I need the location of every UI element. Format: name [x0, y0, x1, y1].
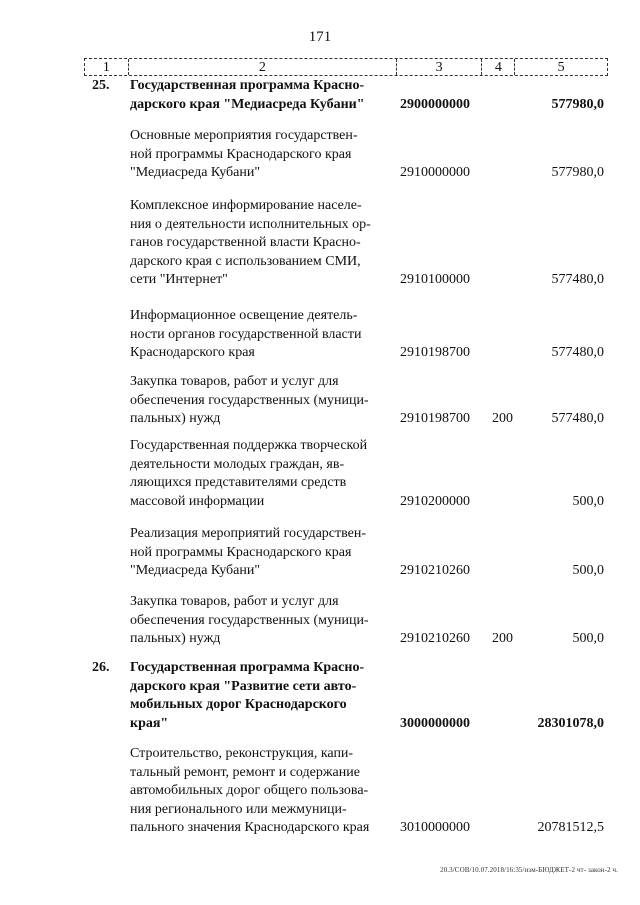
description-line: дарского края с использованием СМИ, — [130, 253, 361, 269]
footer-document-stamp: 20.3/COB/10.07.2018/16:35/изм-БЮДЖЕТ-2 чт- закон-2 ч. — [440, 866, 618, 874]
column-header-2: 2 — [129, 59, 397, 75]
description-line: ния о деятельности исполнительных ор- — [130, 216, 371, 232]
table-row — [84, 659, 608, 733]
description-line: автомобильных дорог общего пользова- — [130, 783, 369, 798]
description-line: мобильных дорог Краснодарского — [130, 697, 347, 712]
table-row — [84, 197, 608, 290]
description-line: обеспечения государственных (муници- — [130, 612, 369, 628]
description-line: пального значения Краснодарского края — [130, 820, 370, 835]
description-line: Государственная программа Красно- — [130, 660, 365, 675]
table-row — [84, 745, 608, 838]
description-line: Закупка товаров, работ и услуг для — [130, 594, 339, 609]
description-line: массовой информации — [130, 493, 265, 509]
amount: 577480,0 — [551, 411, 604, 426]
column-header-1: 1 — [85, 59, 129, 75]
expense-type-code: 200 — [492, 411, 513, 426]
table-row — [84, 307, 608, 363]
description-line: Краснодарского края — [130, 345, 255, 360]
row-description — [130, 127, 392, 183]
target-article-code: 2910000000 — [400, 165, 470, 180]
table-row — [84, 593, 608, 649]
target-article-code: 3010000000 — [400, 820, 470, 835]
row-description — [130, 307, 392, 363]
description-line: Комплексное информирование населе- — [130, 198, 362, 213]
amount: 577980,0 — [551, 165, 604, 180]
description-line: обеспечения государственных (муници- — [130, 392, 369, 408]
description-line: Строительство, реконструкция, капи- — [130, 746, 354, 761]
page-number: 171 — [308, 29, 332, 45]
table-row — [84, 525, 608, 581]
table-row — [84, 373, 608, 429]
description-line: ния регионального или межмуници- — [130, 801, 347, 817]
description-line: края" — [130, 715, 169, 731]
target-article-code: 2910198700 — [400, 345, 470, 360]
description-line: Государственная поддержка творческой — [130, 438, 368, 453]
amount: 577480,0 — [551, 345, 604, 360]
amount: 577480,0 — [551, 272, 604, 287]
row-description — [130, 745, 392, 838]
description-line: дарского края "Развитие сети авто- — [130, 678, 357, 694]
description-line: "Медиасреда Кубани" — [130, 165, 261, 180]
table-row — [84, 127, 608, 183]
description-line: Информационное освещение деятель- — [130, 308, 358, 323]
description-line: дарского края "Медиасреда Кубани" — [130, 96, 365, 112]
column-header-row — [84, 58, 608, 76]
column-header-5: 5 — [557, 60, 565, 75]
description-line: сети "Интернет" — [130, 272, 228, 287]
row-description — [130, 593, 392, 649]
amount: 28301078,0 — [537, 715, 604, 731]
target-article-code: 2910200000 — [400, 493, 470, 509]
row-number: 26. — [92, 660, 110, 675]
row-description — [130, 525, 392, 581]
row-description — [130, 77, 392, 114]
row-description — [130, 373, 392, 429]
description-line: Закупка товаров, работ и услуг для — [130, 374, 339, 389]
description-line: ной программы Краснодарского края — [130, 544, 352, 560]
target-article-code: 2910210260 — [400, 563, 470, 578]
target-article-code: 2910210260 — [400, 631, 470, 646]
description-line: "Медиасреда Кубани" — [130, 563, 261, 578]
column-header-4: 4 — [482, 59, 515, 75]
description-line: пальных) нужд — [130, 411, 221, 426]
row-description — [130, 659, 392, 733]
row-number: 25. — [92, 78, 110, 93]
description-line: пальных) нужд — [130, 631, 221, 646]
target-article-code: 2910198700 — [400, 411, 470, 426]
amount: 577980,0 — [551, 96, 604, 112]
description-line: ной программы Краснодарского края — [130, 146, 352, 162]
row-description — [130, 437, 392, 511]
description-line: ности органов государственной власти — [130, 326, 362, 342]
target-article-code: 2910100000 — [400, 272, 470, 287]
description-line: тальный ремонт, ремонт и содержание — [130, 764, 360, 780]
target-article-code: 2900000000 — [400, 96, 470, 112]
table-row — [84, 437, 608, 511]
column-header-3: 3 — [397, 59, 483, 75]
description-line: Основные мероприятия государствен- — [130, 128, 358, 143]
amount: 20781512,5 — [537, 820, 604, 835]
amount: 500,0 — [572, 563, 604, 578]
row-description — [130, 197, 392, 290]
amount: 500,0 — [572, 493, 604, 509]
target-article-code: 3000000000 — [400, 715, 470, 731]
description-line: ляющихся представителями средств — [130, 475, 347, 490]
table-row — [84, 77, 608, 114]
amount: 500,0 — [572, 631, 604, 646]
description-line: Реализация мероприятий государствен- — [130, 526, 367, 541]
description-line: Государственная программа Красно- — [130, 78, 365, 93]
description-line: деятельности молодых граждан, яв- — [130, 456, 345, 472]
description-line: ганов государственной власти Красно- — [130, 235, 361, 250]
expense-type-code: 200 — [492, 631, 513, 646]
